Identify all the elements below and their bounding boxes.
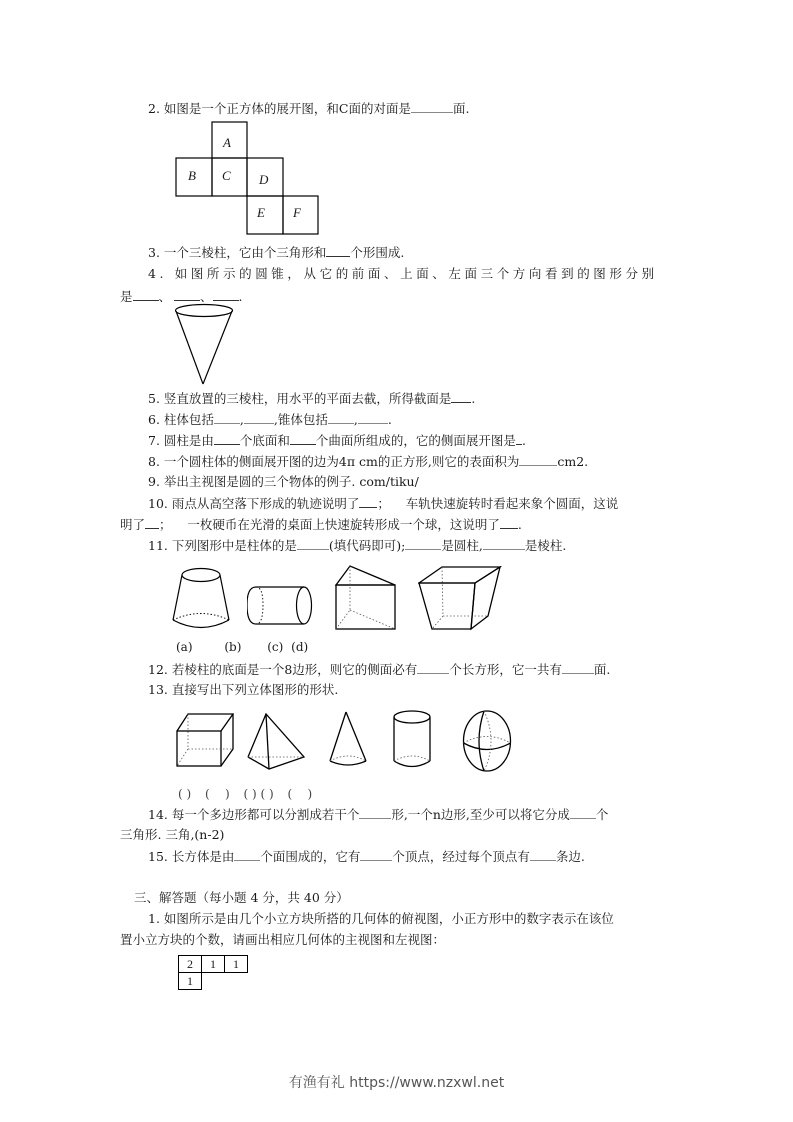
answer-blank[interactable]	[359, 806, 391, 819]
question-text: 个形围成.	[350, 245, 405, 260]
question-13	[148, 682, 338, 698]
answer-bracket[interactable]: ( )	[178, 787, 192, 801]
question-15	[148, 848, 585, 865]
face-label-e: E	[257, 205, 265, 220]
question-2	[148, 100, 469, 117]
cylinder-figure	[393, 710, 433, 770]
question-4-line-1	[148, 266, 658, 282]
question-text: ,锥体包括	[273, 412, 328, 427]
answer-blank[interactable]	[145, 516, 159, 529]
question-text: 条边.	[555, 849, 585, 864]
face-label-d: D	[259, 172, 269, 187]
section-3-question-1-line-2	[120, 932, 445, 948]
section-3-question-1-line-1	[148, 911, 614, 927]
question-text: .	[517, 517, 522, 532]
frustum-figure-a	[172, 563, 230, 633]
question-text: 形,一个n边形,至少可以将它分成	[391, 807, 570, 822]
answer-blank[interactable]	[405, 537, 441, 550]
label-c: (c)	[267, 640, 284, 654]
question-text: 三角形. 三角,(n-2)	[120, 827, 225, 842]
question-text: 12. 若棱柱的底面是一个8边形，则它的侧面必有	[148, 662, 418, 677]
answer-brackets-q13	[178, 786, 312, 802]
question-9	[148, 474, 419, 490]
question-text: 是圆柱,	[441, 538, 483, 553]
answer-bracket[interactable]: ( )	[205, 787, 230, 801]
trapezoid-prism-figure-d	[418, 566, 502, 632]
question-text: .	[238, 289, 243, 304]
section-heading: 三、解答题（每小题 4 分，共 40 分）	[134, 890, 349, 905]
question-text: 6. 柱体包括	[148, 412, 214, 427]
question-text: 个长方形，它一共有	[449, 662, 562, 677]
question-12	[148, 661, 610, 678]
question-text: 4. 如图所示的圆锥，从它的前面、上面、左面三个方向看到的图形分别	[148, 266, 658, 281]
question-text: .	[521, 433, 526, 448]
question-text: 置小立方块的个数，请画出相应几何体的主视图和左视图：	[120, 932, 446, 947]
face-label-f: F	[293, 205, 301, 220]
answer-blank[interactable]	[213, 288, 239, 301]
question-text: .	[471, 391, 476, 406]
grid-cell: 1	[202, 956, 225, 973]
question-text: 2. 如图是一个正方体的展开图，和C面的对面是	[148, 101, 411, 116]
question-text: 个曲面所组成的，它的侧面展开图是	[315, 433, 516, 448]
question-text: 面.	[593, 662, 611, 677]
grid-cell: 1	[225, 956, 248, 973]
question-text: 个面围成的，它有	[260, 849, 361, 864]
sphere-figure	[462, 709, 512, 773]
question-text: ,	[353, 412, 358, 427]
answer-blank[interactable]	[234, 848, 260, 861]
answer-blank[interactable]	[326, 244, 350, 257]
answer-blank[interactable]	[297, 537, 329, 550]
answer-blank[interactable]	[411, 100, 453, 113]
question-text: 面.	[452, 101, 470, 116]
answer-blank[interactable]	[500, 516, 518, 529]
face-label-b: B	[188, 168, 196, 183]
question-11	[148, 537, 566, 554]
answer-blank[interactable]	[570, 806, 596, 819]
answer-blank[interactable]	[451, 390, 471, 403]
question-text: 5. 竖直放置的三棱柱，用水平的平面去截，所得截面是	[148, 391, 452, 406]
question-text: 14. 每一个多边形都可以分割成若干个	[148, 807, 360, 822]
cone-figure	[175, 302, 237, 386]
answer-bracket[interactable]: ( )	[287, 787, 313, 801]
question-text: 8. 一个圆柱体的侧面展开图的边为4π cm的正方形,则它的表面积为	[148, 454, 520, 469]
face-label-a: A	[223, 135, 231, 150]
question-5	[148, 390, 475, 407]
answer-blank[interactable]	[530, 848, 556, 861]
grid-cell: 1	[179, 973, 202, 990]
section-3-heading	[134, 890, 349, 906]
grid-cell-empty	[202, 973, 225, 990]
answer-blank[interactable]	[360, 848, 392, 861]
cube-figure	[176, 713, 234, 767]
answer-blank[interactable]	[290, 432, 316, 445]
cube-net-figure	[175, 121, 320, 236]
footer-text: 有渔有礼 https://www.nzxwl.net	[288, 1075, 505, 1091]
answer-blank[interactable]	[214, 411, 240, 424]
answer-bracket[interactable]: ( )	[243, 787, 257, 801]
face-label-c: C	[222, 168, 231, 183]
answer-blank[interactable]	[174, 288, 200, 301]
question-text: (填代码即可);	[328, 538, 406, 553]
question-text: 7. 圆柱是由	[148, 433, 214, 448]
question-text: .	[387, 412, 392, 427]
answer-blank[interactable]	[483, 537, 525, 550]
question-6	[148, 411, 392, 428]
grid-cell: 2	[179, 956, 202, 973]
triangular-prism-figure-c	[335, 563, 397, 631]
question-text: 15. 长方体是由	[148, 849, 235, 864]
question-10-line-2	[120, 516, 522, 533]
answer-blank[interactable]	[562, 661, 594, 674]
pyramid-figure	[247, 713, 307, 771]
question-text: 11. 下列图形中是柱体的是	[148, 538, 297, 553]
question-8	[148, 453, 588, 470]
question-text: ,	[239, 412, 244, 427]
question-text: 10. 雨点从高空落下形成的轨迹说明了	[148, 496, 360, 511]
question-text: 、	[200, 289, 213, 304]
answer-blank[interactable]	[244, 411, 274, 424]
question-14-line-1	[148, 806, 608, 823]
question-3	[148, 244, 404, 261]
question-text: cm2.	[557, 454, 589, 469]
cylinder-figure-b	[247, 585, 313, 627]
answer-blank[interactable]	[133, 288, 159, 301]
footer-watermark	[0, 1072, 793, 1092]
question-text: 9. 举出主视图是圆的三个物体的例子. com/tiku/	[148, 474, 419, 489]
answer-blank[interactable]	[328, 411, 354, 424]
question-text: 1. 如图所示是由几个小立方块所搭的几何体的俯视图，小正方形中的数字表示在该位	[148, 911, 614, 926]
grid-cell-empty	[225, 973, 248, 990]
label-a: (a)	[176, 640, 193, 654]
label-d: (d)	[291, 640, 309, 654]
question-text: 个底面和	[239, 433, 290, 448]
answer-blank[interactable]	[519, 453, 557, 466]
answer-blank[interactable]	[214, 432, 240, 445]
question-text: 是	[120, 289, 133, 304]
question-text: 、	[158, 289, 172, 304]
question-text: 个	[595, 807, 609, 822]
figure-labels-q11	[176, 639, 308, 655]
question-10-line-1	[148, 495, 618, 512]
question-14-line-2	[120, 827, 224, 843]
question-text: 个顶点，经过每个顶点有	[392, 849, 530, 864]
answer-blank[interactable]	[358, 411, 388, 424]
question-7	[148, 432, 526, 449]
top-view-grid	[178, 955, 248, 990]
answer-blank[interactable]	[359, 495, 377, 508]
cone-figure-2	[329, 711, 369, 767]
question-text: 13. 直接写出下列立体图形的形状.	[148, 682, 339, 697]
answer-bracket[interactable]: ( )	[260, 787, 274, 801]
answer-blank[interactable]	[417, 661, 449, 674]
question-text: 3. 一个三棱柱，它由个三角形和	[148, 245, 327, 260]
question-text: 明了	[120, 517, 146, 532]
question-text: ； 车轨快速旋转时看起来象个圆面，这说	[377, 496, 619, 511]
question-text: 是棱柱.	[524, 538, 567, 553]
question-text: ； 一枚硬币在光滑的桌面上快速旋转形成一个球，这说明了	[159, 517, 500, 532]
label-b: (b)	[224, 640, 242, 654]
